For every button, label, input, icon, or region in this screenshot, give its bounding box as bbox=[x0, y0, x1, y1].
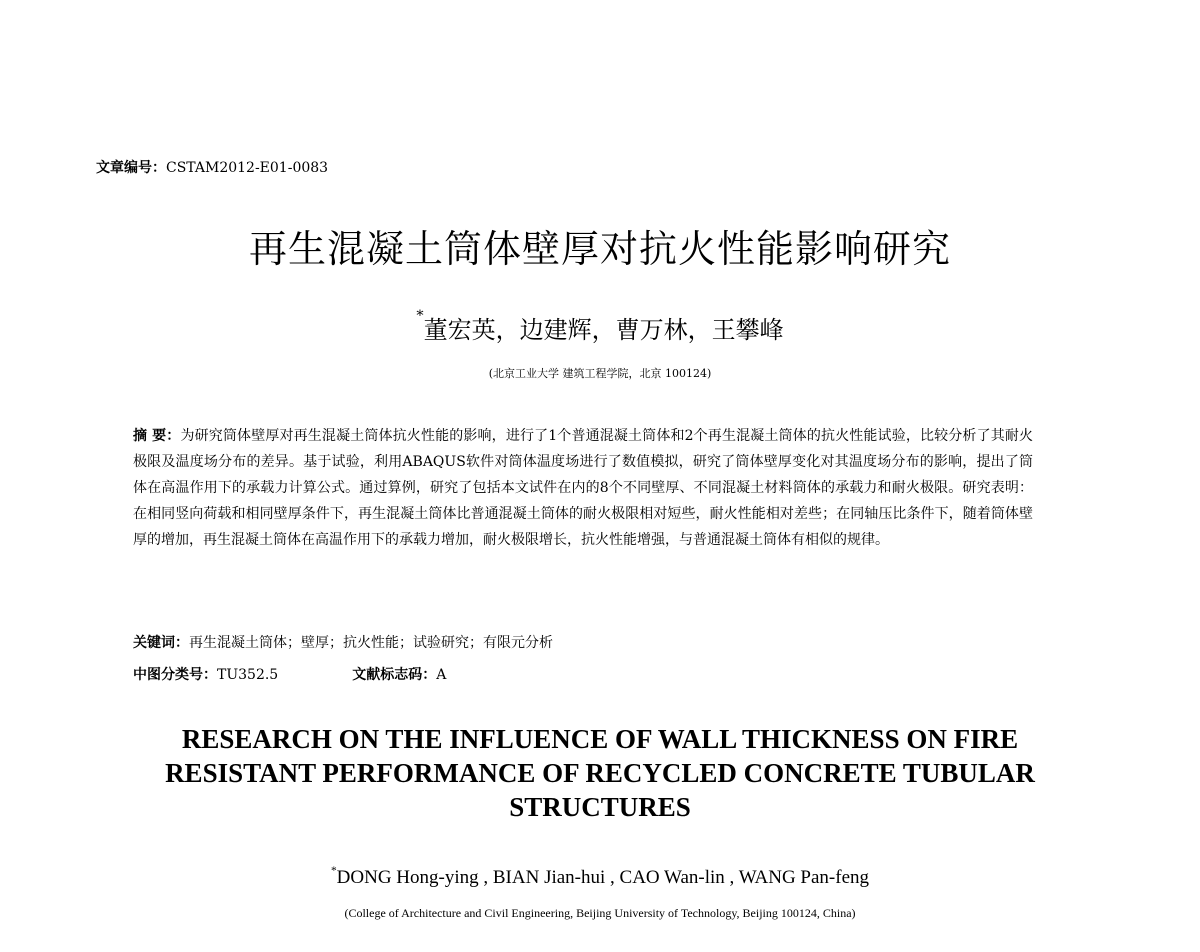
abstract bbox=[133, 423, 1033, 553]
article-number-value: CSTAM2012-E01-0083 bbox=[166, 160, 329, 176]
clc-label: 中图分类号： bbox=[133, 667, 217, 683]
corresponding-author-mark-en: * bbox=[330, 865, 337, 877]
abstract-label: 摘 要： bbox=[133, 428, 181, 444]
title-en-line-1: RESEARCH ON THE INFLUENCE OF WALL THICKNESS ON FIRE bbox=[181, 724, 1019, 754]
author-names-english: DONG Hong-ying , BIAN Jian-hui , CAO Wan-lin , WANG Pan-feng bbox=[336, 867, 870, 888]
classification-line bbox=[133, 664, 446, 684]
corresponding-author-mark: * bbox=[416, 308, 424, 324]
article-number-label: 文章编号： bbox=[96, 160, 166, 176]
affiliation-english: (College of Architecture and Civil Engineering, Beijing University of Technology, Beijing 100124, China) bbox=[344, 906, 856, 920]
title-en-line-3: STRUCTURES bbox=[509, 792, 691, 822]
affiliation-chinese: (北京工业大学 建筑工程学院，北京 100124) bbox=[488, 367, 712, 380]
author-names-chinese: 董宏英，边建辉，曹万林，王攀峰 bbox=[423, 316, 784, 344]
article-number bbox=[96, 157, 328, 177]
paper-title-english bbox=[0, 722, 1200, 824]
authors-chinese bbox=[0, 310, 1200, 345]
document-code-value: A bbox=[436, 667, 447, 683]
keywords-text: 再生混凝土筒体；壁厚；抗火性能；试验研究；有限元分析 bbox=[189, 635, 553, 651]
title-en-line-2: RESISTANT PERFORMANCE OF RECYCLED CONCRETE TUBULAR bbox=[165, 758, 1035, 788]
authors-english bbox=[0, 867, 1200, 889]
clc-value: TU352.5 bbox=[217, 667, 279, 683]
abstract-text: 为研究筒体壁厚对再生混凝土筒体抗火性能的影响，进行了1个普通混凝土筒体和2个再生混凝土筒体的抗火性能试验，比较分析了其耐火极限及温度场分布的差异。基于试验，利用ABAQUS软件对筒体温度场进行了数值模拟，研究了筒体壁厚变化对其温度场分布的影响，提出了筒体在高温作用下的承载力计算公式。通过算例，研究了包括本文试件在内的8个不同壁厚、不同混凝土材料筒体的承载力和耐火极限。研究表明：在相同竖向荷载和相同壁厚条件下，再生混凝土筒体比普通混凝土筒体的耐火极限相对短些，耐火性能相对差些；在同轴压比条件下，随着筒体壁厚的增加，再生混凝土筒体在高温作用下的承载力增加，耐火极限增长，抗火性能增强，与普通混凝土筒体有相似的规律。 bbox=[133, 428, 1034, 548]
document-code-label: 文献标志码： bbox=[352, 667, 437, 683]
paper-title-chinese: 再生混凝土筒体壁厚对抗火性能影响研究 bbox=[248, 227, 951, 271]
keywords-label: 关键词： bbox=[133, 635, 189, 651]
keywords bbox=[133, 632, 553, 652]
